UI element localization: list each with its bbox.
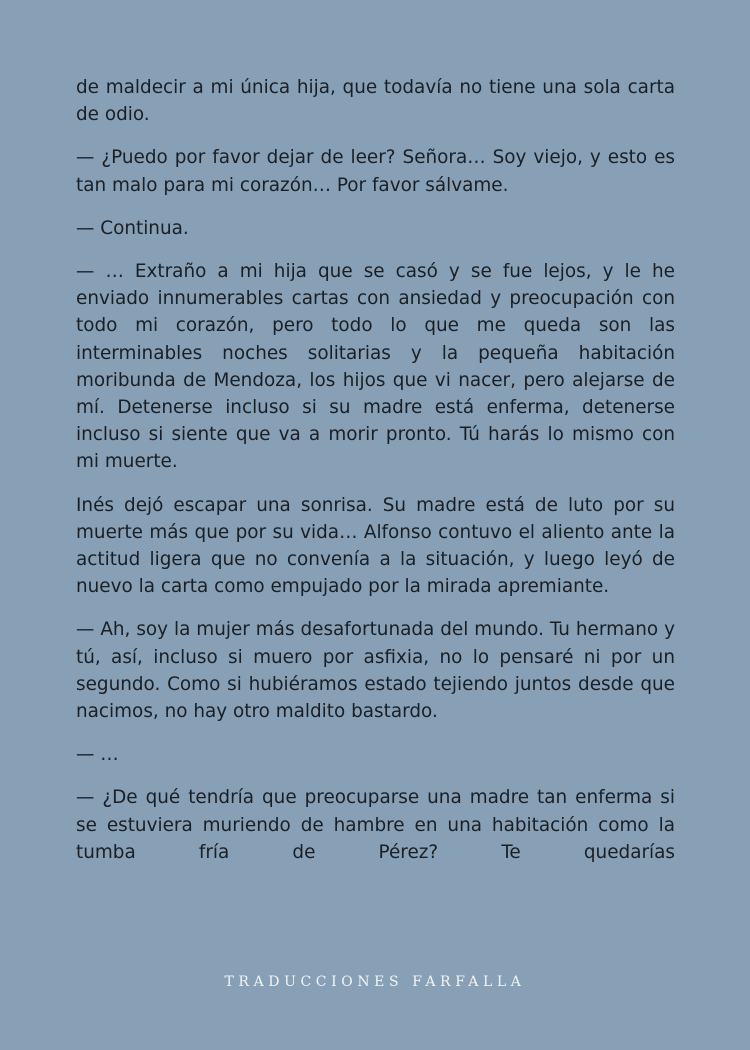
paragraph: de maldecir a mi única hija, que todavía no tiene una sola carta de odio.: [76, 77, 675, 126]
paragraph: — ¿Puedo por favor dejar de leer? Señora… Soy viejo, y esto es tan malo para mi corazón… Por favor sálvame.: [76, 147, 675, 196]
paragraph: Inés dejó escapar una sonrisa. Su madre está de luto por su muerte más que por su vida… Alfonso contuvo el aliento ante la actitud ligera que no convenía a la situación, y luego leyó de nuevo la carta como empujado por la mirada apremiante.: [76, 494, 675, 598]
paragraph: — … Extraño a mi hija que se casó y se fue lejos, y le he enviado innumerables cartas con ansiedad y preocupación con todo mi corazón, pero todo lo que me queda son las interminables noches solitarias y la pequeña habitación moribunda de Mendoza, los hijos que vi nacer, pero alejarse de mí. Detenerse incluso si su madre está enferma, detenerse incluso si siente que va a morir pronto. Tú harás lo mismo con mi muerte.: [76, 261, 675, 473]
paragraph: — Ah, soy la mujer más desafortunada del mundo. Tu hermano y tú, así, incluso si muero por asfixia, no lo pensaré ni por un segundo. Como si hubiéramos estado tejiendo juntos desde que nacimos, no hay otro maldito bastardo.: [76, 619, 675, 723]
page-body: [76, 74, 675, 866]
paragraph: — …: [76, 744, 119, 766]
paragraph: — Continua.: [76, 217, 189, 239]
paragraph: — ¿De qué tendría que preocuparse una madre tan enferma si se estuviera muriendo de hambre en una habitación como la tumba fría de Pérez? Te quedarías: [76, 787, 675, 863]
footer-credit: TRADUCCIONES FARFALLA: [224, 974, 526, 990]
